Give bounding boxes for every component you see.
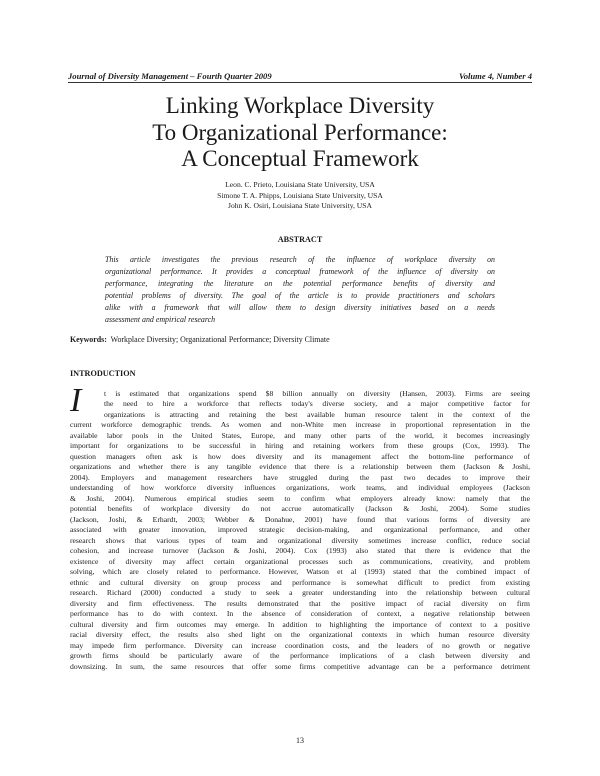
body-line: existence of diversity may affect certain organizational processes such as communications, creativity, and problem bbox=[70, 556, 530, 566]
body-line: available labor pools in the United States, Europe, and many other parts of the world, it becomes increasingly bbox=[70, 430, 530, 440]
body-line: potential benefits of workplace diversity do not accrue automatically (Jackson & Joshi, 2004). Some studies bbox=[70, 504, 530, 514]
body-line: cohesion, and increase turnover (Jackson & Joshi, 2004). Cox (1993) also stated that there is evidence that the bbox=[70, 546, 530, 556]
abstract-line: organizational performance. It provides a conceptual framework of the influence of diversity on bbox=[105, 266, 495, 276]
title-line: To Organizational Performance: bbox=[152, 119, 448, 145]
paper-title bbox=[60, 93, 540, 173]
introduction-heading: INTRODUCTION bbox=[70, 369, 136, 378]
body-line: solving, which are closely related to performance. However, Watson et al (1993) stated that the combined impact of bbox=[70, 567, 530, 577]
abstract-line: potential problems of diversity. The goal of the article is to provide practitioners and scholars bbox=[105, 290, 495, 300]
author-list bbox=[60, 180, 540, 212]
body-line: performance has to do with context. In the absence of consideration of context, a negative relationship between bbox=[70, 609, 530, 619]
body-line: current workforce demographic trends. As women and non-White men increase in proportional representation in the bbox=[70, 420, 530, 430]
body-line: t is estimated that organizations spend $8 billion annually on diversity (Hansen, 2003). Firms are seeing bbox=[104, 389, 530, 398]
body-line: (Jackson, Joshi, & Erhardt, 2003; Webber & Donahue, 2001) have found that various forms of diversity are bbox=[70, 514, 530, 524]
title-line: A Conceptual Framework bbox=[181, 146, 419, 171]
keywords-text: Workplace Diversity; Organizational Performance; Diversity Climate bbox=[110, 335, 330, 344]
body-line: organizations is attracting and retaining the best available human resource talent in the context of the bbox=[104, 409, 530, 419]
body-line: research shows that various types of team and organizational diversity sometimes increase conflict, reduce social bbox=[70, 535, 530, 545]
author: Simone T. A. Phipps, Louisiana State University, USA bbox=[217, 190, 383, 200]
body-line: the need to hire a workforce that reflects today's diverse society, and a major competitive factor for bbox=[104, 399, 530, 409]
body-line: question managers often ask is how does diversity and its management affect the bottom-line performance of bbox=[70, 451, 530, 461]
body-line: growth firms should be particularly aware of the performance implications of a clash between diversity and bbox=[70, 651, 530, 661]
running-header bbox=[68, 71, 532, 83]
body-line: ethnic and cultural diversity on group process and performance is somewhat difficult to predict from existing bbox=[70, 577, 530, 587]
abstract-heading: ABSTRACT bbox=[277, 235, 323, 244]
body-line: research. Richard (2000) conducted a study to seek a greater understanding into the relationship between cultural bbox=[70, 588, 530, 598]
drop-cap: I bbox=[70, 382, 82, 419]
body-line: may impede firm performance. Diversity can increase coordination costs, and the leaders of no growth or negative bbox=[70, 640, 530, 650]
body-line: diversity and firm effectiveness. The results demonstrated that the positive impact of racial diversity on firm bbox=[70, 598, 530, 608]
body-line: downsizing. In sum, the same resources that offer some firms competitive advantage can be a performance detriment bbox=[70, 661, 530, 671]
keywords-label: Keywords: bbox=[70, 335, 107, 344]
body-line: understanding of how workforce diversity influences organizations, work teams, and individual employees (Jackson bbox=[70, 483, 530, 493]
volume-number: Volume 4, Number 4 bbox=[458, 71, 532, 81]
body-line: cultural diversity and firm outcomes may emerge. In addition to highlighting the importance of context to a positive bbox=[70, 619, 530, 629]
page-number: 13 bbox=[296, 736, 304, 745]
abstract-line: performance, integrating the literature on the potential performance benefits of diversity and bbox=[105, 278, 495, 288]
author: John K. Osiri, Louisiana State University, USA bbox=[228, 201, 372, 211]
introduction-body bbox=[70, 389, 530, 672]
body-line: organizations and whether there is any tangible evidence that there is a relationship between them (Jackson & Joshi, bbox=[70, 462, 530, 472]
journal-name: Journal of Diversity Management – Fourth Quarter 2009 bbox=[68, 71, 272, 81]
body-line: important for organizations to be successful in hiring and retaining workers from these groups (Cox, 1993). The bbox=[70, 441, 530, 451]
body-line: associated with greater innovation, improved strategic decision-making, and organizational performance, and other bbox=[70, 525, 530, 535]
abstract-line: alike with a framework that will allow them to design diversity initiatives based on a needs bbox=[105, 302, 495, 312]
body-line: 2004). Employers and management researchers have struggled during the past two decades to improve their bbox=[70, 472, 530, 482]
body-line: & Joshi, 2004). Numerous empirical studies seem to confirm what employers already know: namely that the bbox=[70, 493, 530, 503]
keywords bbox=[70, 335, 530, 344]
abstract-line: assessment and empirical research bbox=[105, 314, 216, 324]
abstract-line: This article investigates the previous research of the influence of workplace diversity on bbox=[105, 255, 495, 264]
author: Leon. C. Prieto, Louisiana State University, USA bbox=[225, 180, 375, 189]
body-line: racial diversity effect, the results also shed light on the organizational contexts in which human resource diversity bbox=[70, 630, 530, 640]
abstract-text bbox=[105, 254, 495, 325]
title-line: Linking Workplace Diversity bbox=[165, 93, 435, 118]
